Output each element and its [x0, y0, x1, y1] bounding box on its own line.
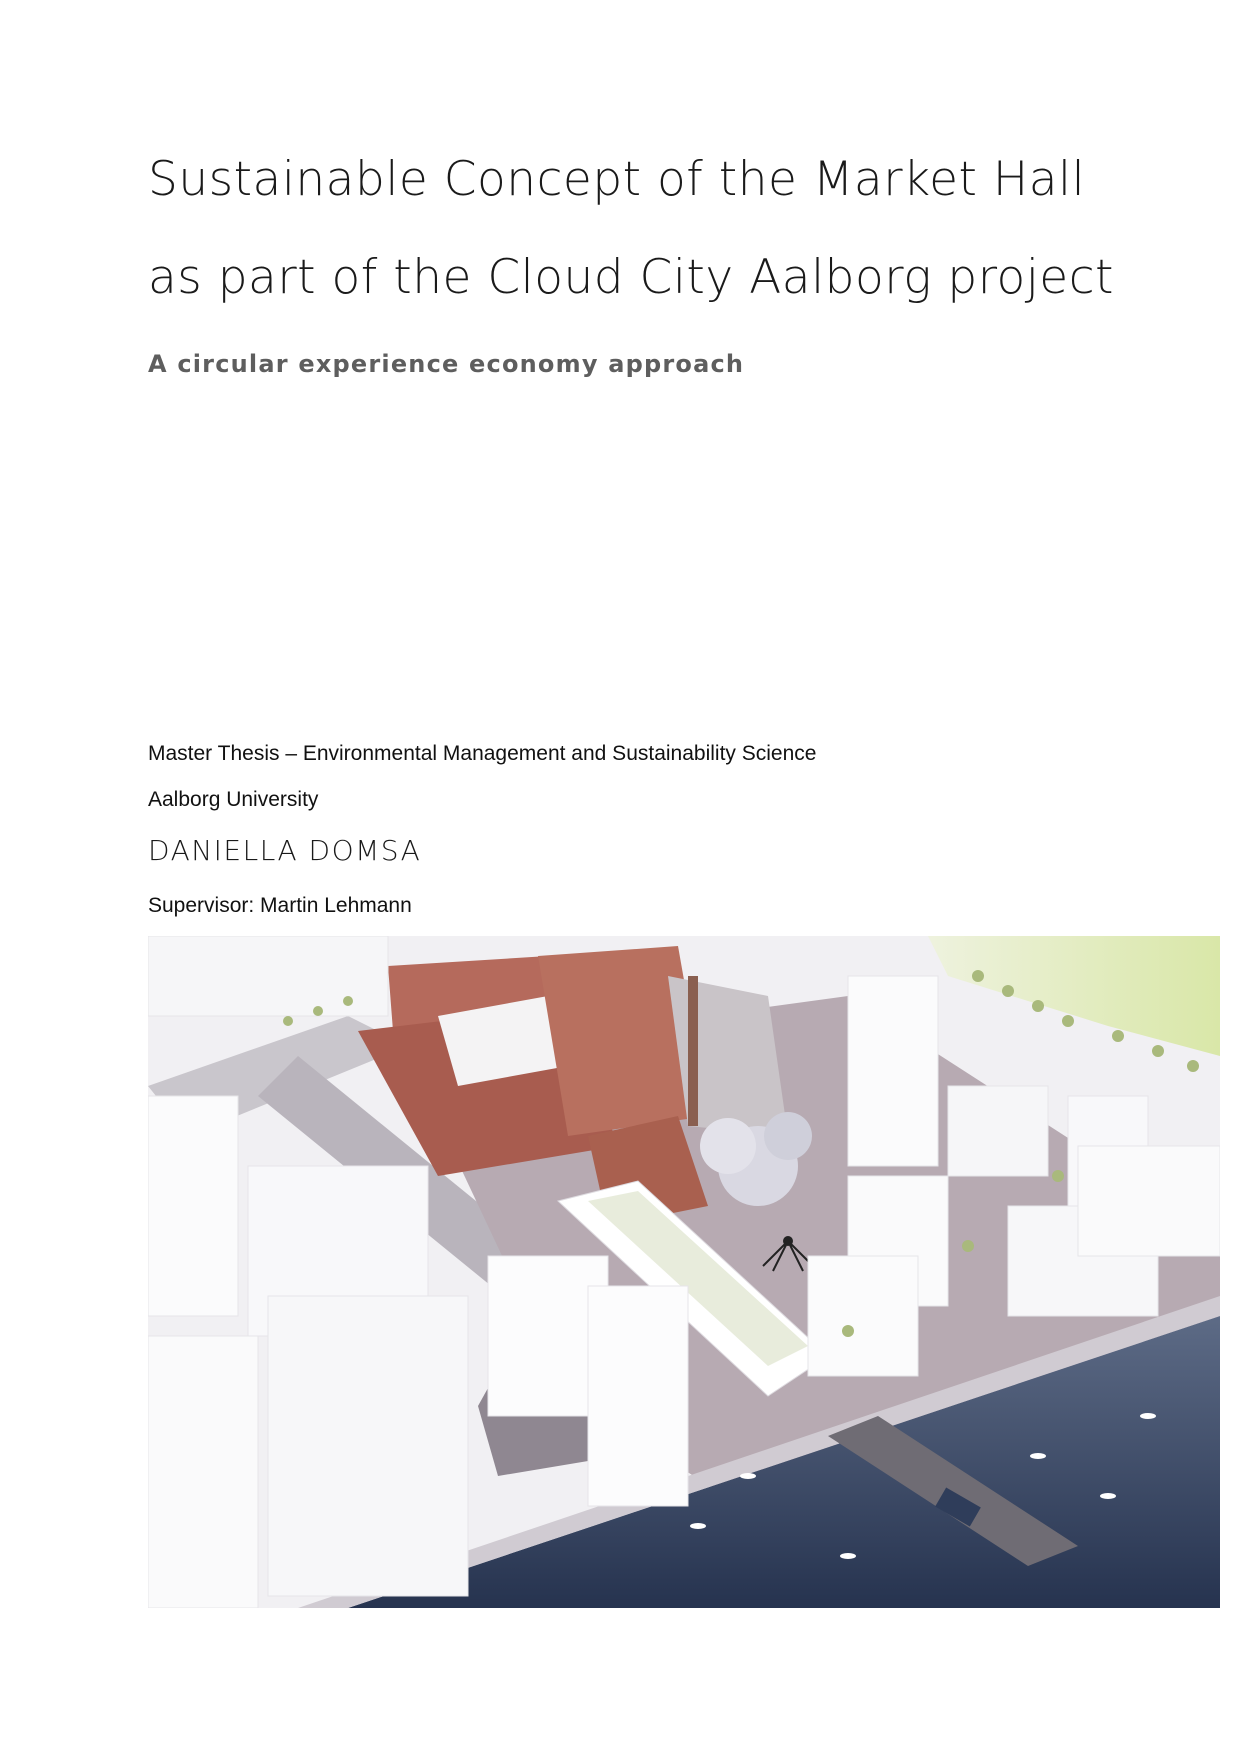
- program-line: Master Thesis – Environmental Management and Sustainability Science: [148, 742, 817, 765]
- title-line-2: as part of the Cloud City Aalborg project: [148, 250, 1114, 305]
- cover-image: [148, 936, 1220, 1608]
- subtitle: A circular experience economy approach: [148, 350, 745, 378]
- supervisor-line: Supervisor: Martin Lehmann: [148, 894, 412, 917]
- university-line: Aalborg University: [148, 788, 319, 811]
- aerial-rendering-illustration: [148, 936, 1220, 1608]
- title-line-1: Sustainable Concept of the Market Hall: [148, 152, 1086, 207]
- author-name: DANIELLA DOMSA: [148, 834, 422, 867]
